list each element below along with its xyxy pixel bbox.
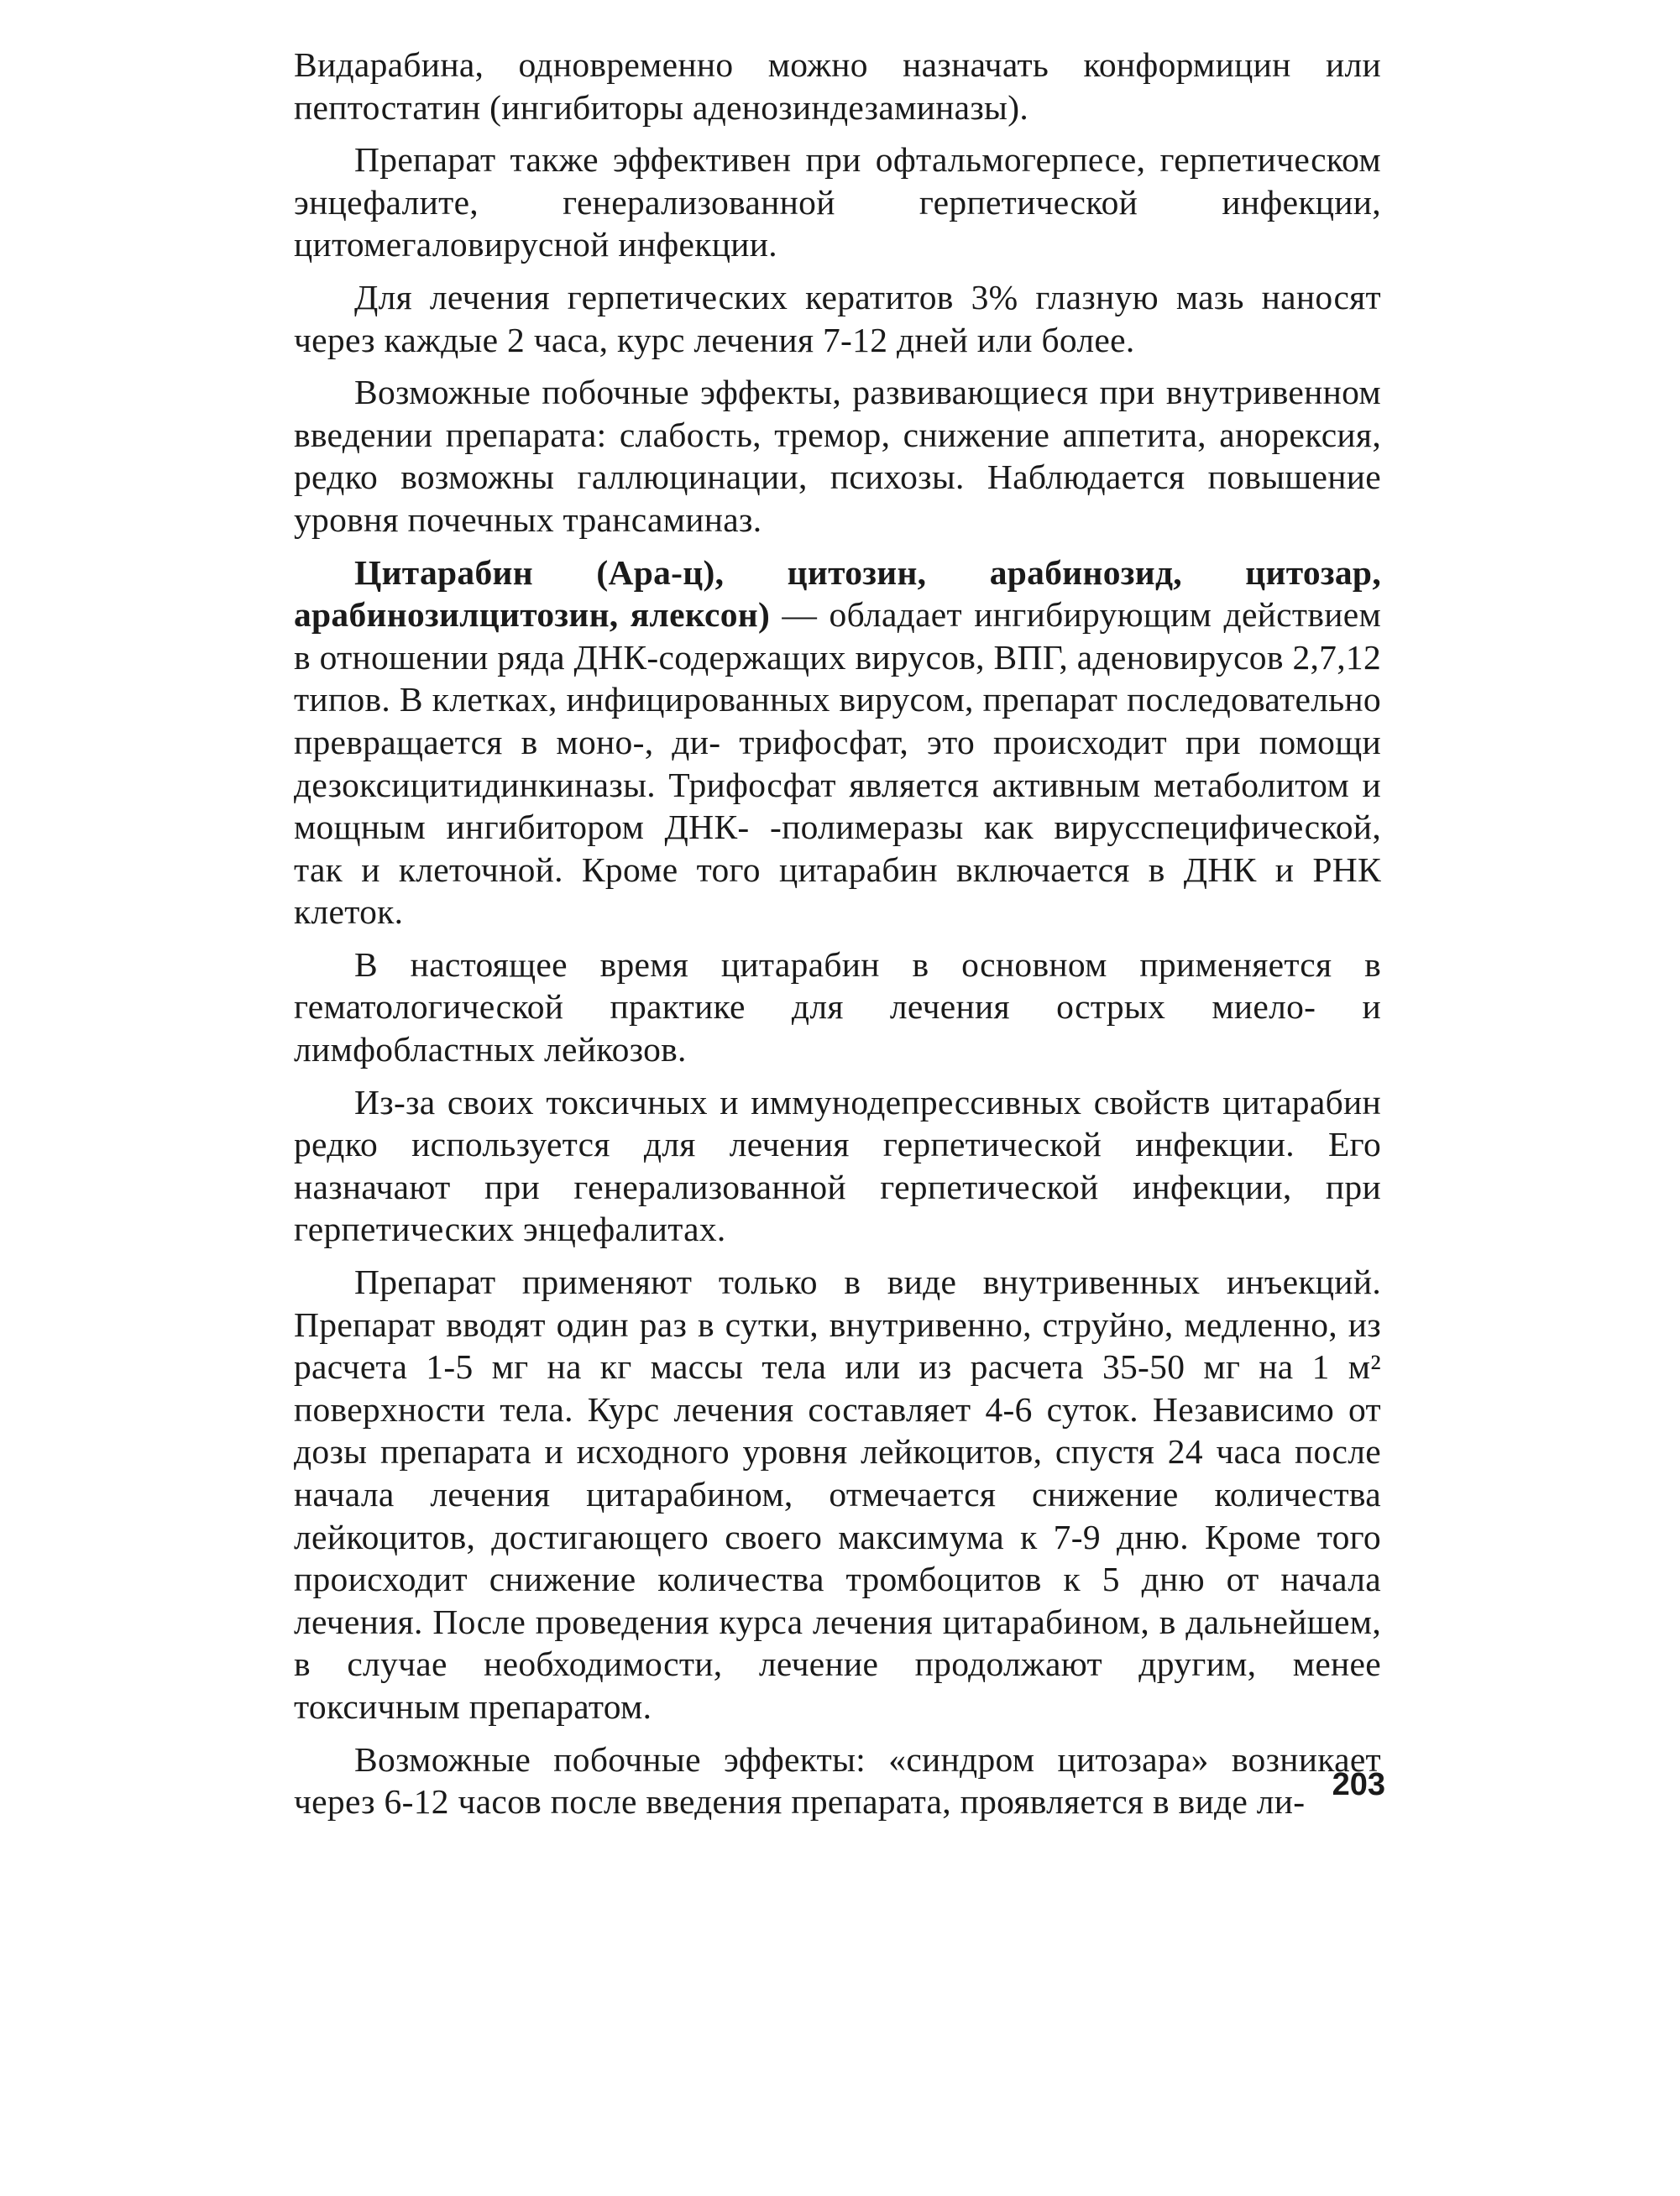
- paragraph-cytarabine-intro: [294, 552, 1381, 933]
- drug-name-heading: Цитарабин (Ара-ц), цитозин, арабинозид, цитозар, арабинозилцитозин, ялексон): [294, 552, 1381, 635]
- paragraph: В настоящее время цитарабин в основном применяется в гематологической практике для лечения острых миело- и лимфобластных лейкозов.: [294, 944, 1381, 1069]
- page-number: 203: [1332, 1767, 1385, 1802]
- paragraph: Из-за своих токсичных и иммунодепрессивных свойств цитарабин редко используется для лечения герпетической инфекции. Его назначают при генерализованной герпетической инфекции, при герпетических энцефалитах.: [294, 1082, 1381, 1249]
- paragraph: Возможные побочные эффекты: «синдром цитозара» возникает через 6-12 часов после введения препарата, проявляется в виде ли-: [294, 1739, 1381, 1822]
- paragraph: Для лечения герпетических кератитов 3% глазную мазь наносят через каждые 2 часа, курс лечения 7-12 дней или более.: [294, 277, 1381, 359]
- paragraph: Возможные побочные эффекты, развивающиеся при внутривенном введении препарата: слабость, тремор, снижение аппетита, анорексия, редко возможны галлюцинации, психозы. Наблюдается повышение уровня почечных трансаминаз.: [294, 373, 1381, 539]
- paragraph: Видарабина, одновременно можно назначать конформицин или пептостатин (ингибиторы аденозиндезаминазы).: [294, 45, 1381, 127]
- paragraph-text: — обладает ингибирующим действием в отношении ряда ДНК-содержащих вирусов, ВПГ, аденовирусов 2,7,12 типов. В клетках, инфицированных вирусом, препарат последовательно превращается в моно-, ди- трифосфат, это происходит при помощи дезоксицитидинкиназы. Трифосфат является активным метаболитом и мощным ингибитором ДНК- -полимеразы как вирусспецифической, так и клеточной. Кроме того цитарабин включается в ДНК и РНК клеток.: [294, 595, 1382, 932]
- paragraph: Препарат также эффективен при офтальмогерпесе, герпетическом энцефалите, генерализованной герпетической инфекции, цитомегаловирусной инфекции.: [294, 140, 1381, 264]
- page-body: [294, 44, 1381, 1833]
- paragraph: Препарат применяют только в виде внутривенных инъекций. Препарат вводят один раз в сутки, внутривенно, струйно, медленно, из расчета 1-5 мг на кг массы тела или из расчета 35-50 мг на 1 м² поверхности тела. Курс лечения составляет 4-6 суток. Независимо от дозы препарата и исходного уровня лейкоцитов, спустя 24 часа после начала лечения цитарабином, отмечается снижение количества лейкоцитов, достигающего своего максимума к 7-9 дню. Кроме того происходит снижение количества тромбоцитов к 5 дню от начала лечения. После проведения курса лечения цитарабином, в дальнейшем, в случае необходимости, лечение продолжают другим, менее токсичным препаратом.: [294, 1263, 1381, 1726]
